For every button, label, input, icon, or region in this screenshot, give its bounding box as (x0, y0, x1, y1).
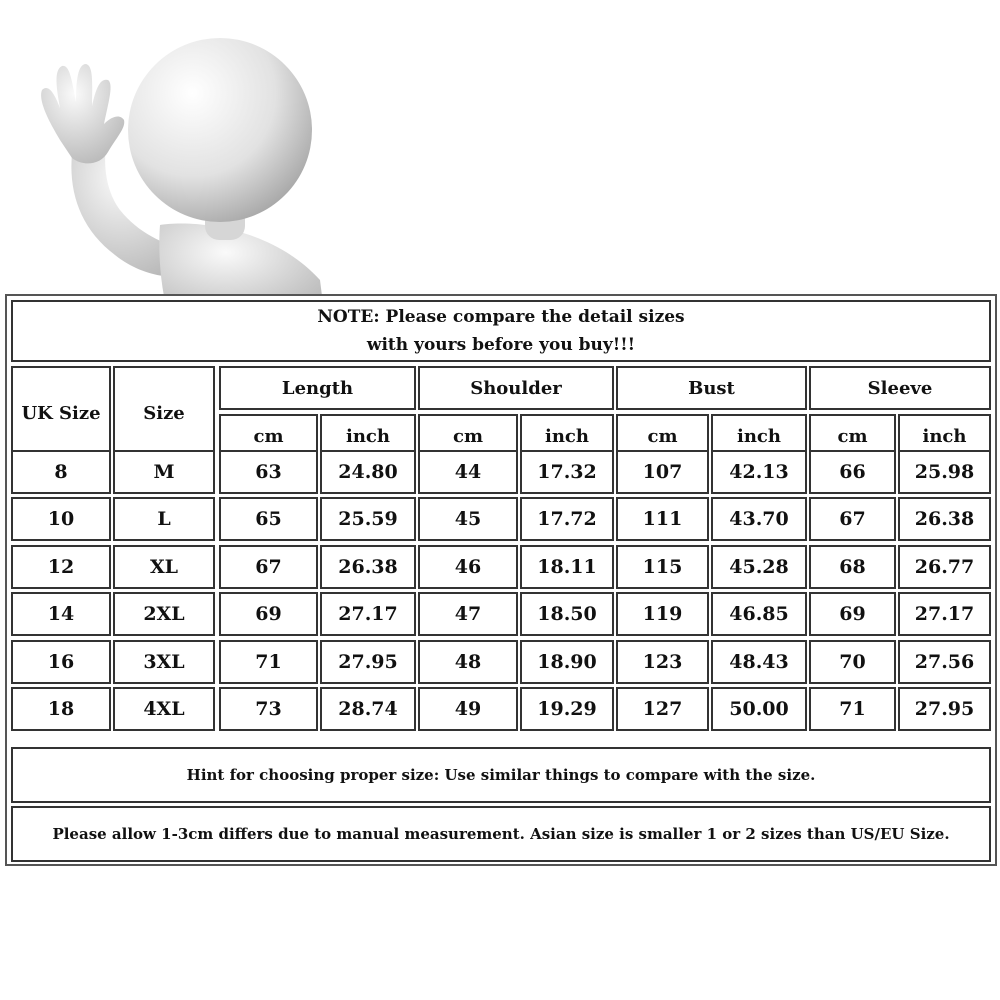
unit-header: cm (418, 414, 518, 458)
measurement-cell: 45 (418, 497, 518, 541)
size-cell: 4XL (113, 687, 215, 731)
measurement-cell: 107 (616, 450, 709, 494)
measurement-cell: 27.95 (320, 640, 416, 684)
group-header-length: Length (219, 366, 416, 410)
size-cell: M (113, 450, 215, 494)
group-header-bust: Bust (616, 366, 807, 410)
uk-size-cell: 12 (11, 545, 111, 589)
measurement-cell: 17.32 (520, 450, 614, 494)
size-header: Size (113, 366, 215, 460)
size-cell: 3XL (113, 640, 215, 684)
measurement-cell: 63 (219, 450, 318, 494)
measurement-cell: 18.11 (520, 545, 614, 589)
unit-header: cm (219, 414, 318, 458)
measurement-cell: 27.17 (320, 592, 416, 636)
measurement-cell: 66 (809, 450, 896, 494)
measurement-cell: 28.74 (320, 687, 416, 731)
size-cell: XL (113, 545, 215, 589)
uk-size-cell: 10 (11, 497, 111, 541)
measurement-note: Please allow 1-3cm differs due to manual measurement. Asian size is smaller 1 or 2 sizes than US/EU Size. (11, 806, 991, 862)
measurement-cell: 18.50 (520, 592, 614, 636)
unit-header: inch (711, 414, 807, 458)
unit-header: inch (898, 414, 991, 458)
uk-size-cell: 8 (11, 450, 111, 494)
measurement-cell: 70 (809, 640, 896, 684)
measurement-cell: 27.56 (898, 640, 991, 684)
uk-size-cell: 16 (11, 640, 111, 684)
measurement-cell: 18.90 (520, 640, 614, 684)
measurement-cell: 115 (616, 545, 709, 589)
measurement-cell: 48.43 (711, 640, 807, 684)
measurement-cell: 19.29 (520, 687, 614, 731)
measurement-cell: 48 (418, 640, 518, 684)
measurement-cell: 69 (219, 592, 318, 636)
measurement-cell: 43.70 (711, 497, 807, 541)
measurement-cell: 46 (418, 545, 518, 589)
note-line-2: with yours before you buy!!! (366, 335, 636, 355)
measurement-cell: 67 (809, 497, 896, 541)
measurement-cell: 26.77 (898, 545, 991, 589)
unit-header: inch (520, 414, 614, 458)
unit-header: cm (809, 414, 896, 458)
note-banner (11, 300, 991, 362)
measurement-cell: 119 (616, 592, 709, 636)
uk-size-cell: 14 (11, 592, 111, 636)
measurement-cell: 24.80 (320, 450, 416, 494)
measurement-cell: 111 (616, 497, 709, 541)
measurement-cell: 27.95 (898, 687, 991, 731)
measurement-cell: 73 (219, 687, 318, 731)
size-cell: L (113, 497, 215, 541)
measurement-cell: 50.00 (711, 687, 807, 731)
measurement-cell: 68 (809, 545, 896, 589)
measurement-cell: 25.98 (898, 450, 991, 494)
unit-header: cm (616, 414, 709, 458)
measurement-cell: 127 (616, 687, 709, 731)
measurement-cell: 49 (418, 687, 518, 731)
measurement-cell: 42.13 (711, 450, 807, 494)
unit-header: inch (320, 414, 416, 458)
note-line-1: NOTE: Please compare the detail sizes (317, 307, 685, 327)
measurement-cell: 25.59 (320, 497, 416, 541)
measurement-cell: 71 (219, 640, 318, 684)
measurement-cell: 26.38 (898, 497, 991, 541)
size-chart-sheet (5, 294, 997, 866)
measurement-cell: 47 (418, 592, 518, 636)
measurement-cell: 44 (418, 450, 518, 494)
measurement-cell: 46.85 (711, 592, 807, 636)
measurement-cell: 45.28 (711, 545, 807, 589)
measurement-cell: 69 (809, 592, 896, 636)
hint-note: Hint for choosing proper size: Use similar things to compare with the size. (11, 747, 991, 803)
group-header-shoulder: Shoulder (418, 366, 614, 410)
uk-size-header: UK Size (11, 366, 111, 460)
measurement-cell: 26.38 (320, 545, 416, 589)
measurement-cell: 65 (219, 497, 318, 541)
measurement-cell: 123 (616, 640, 709, 684)
measurement-cell: 27.17 (898, 592, 991, 636)
measurement-cell: 67 (219, 545, 318, 589)
uk-size-cell: 18 (11, 687, 111, 731)
measurement-cell: 71 (809, 687, 896, 731)
group-header-sleeve: Sleeve (809, 366, 991, 410)
measurement-cell: 17.72 (520, 497, 614, 541)
size-cell: 2XL (113, 592, 215, 636)
